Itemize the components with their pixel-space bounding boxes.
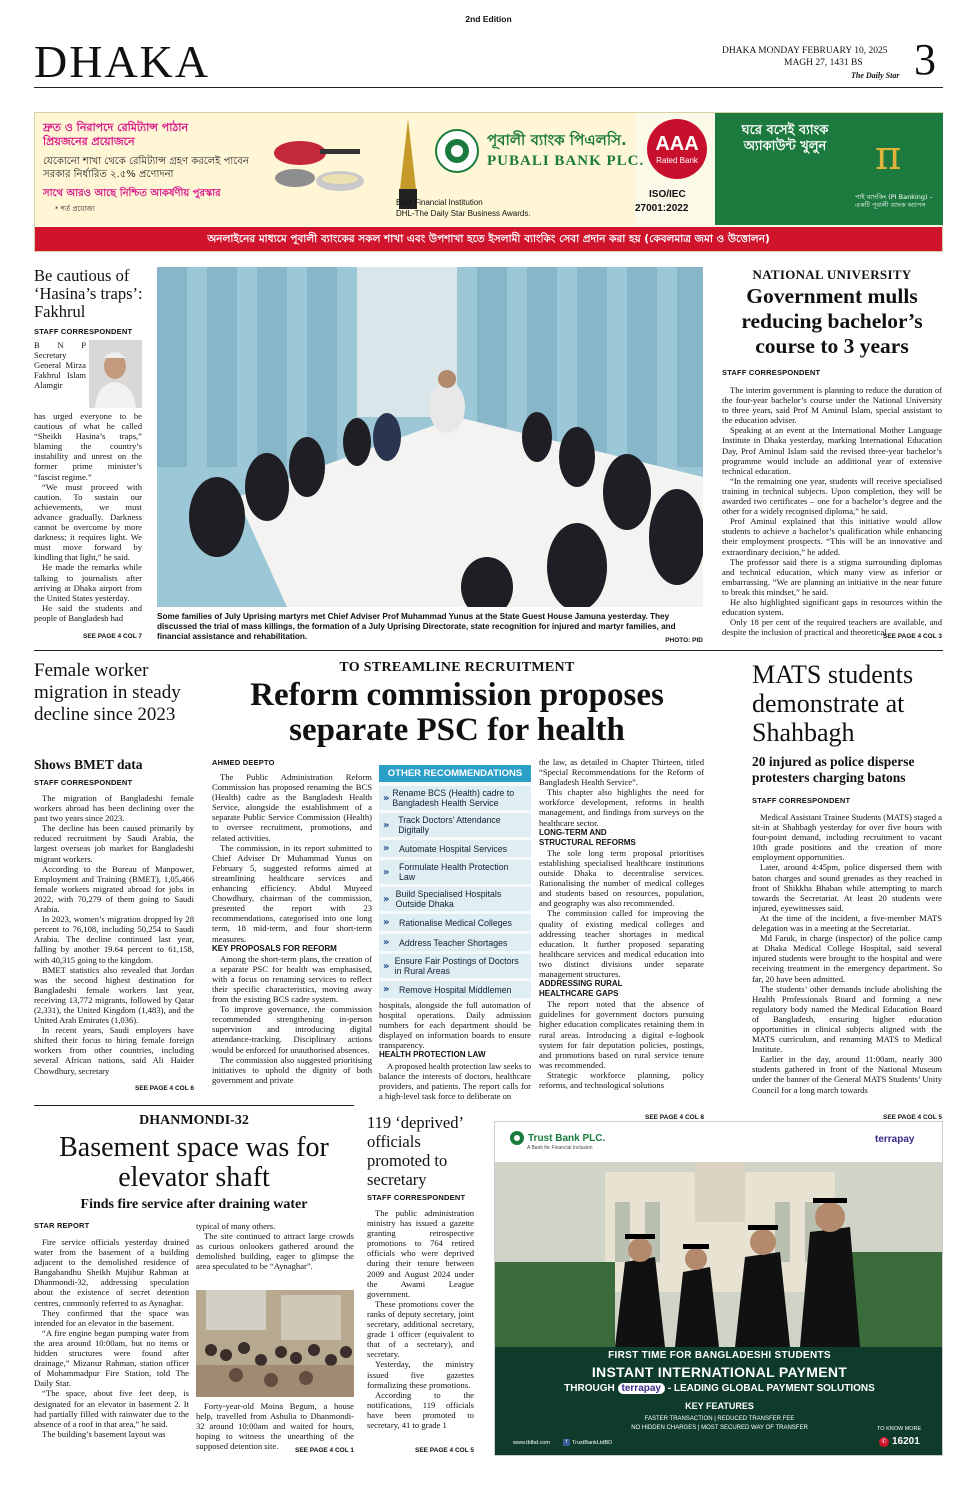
officials-p4: According to the notifications, 119 officials have been promoted to secretary, 41 to grade 1 <box>367 1389 474 1430</box>
psc-c3p3: The sole long term proposal prioritises establishing specialised healthcare institutions outside Dhaka to decentralise services. Rationalising the number of medical colleges and students based on resources, population, and geography was also recommended. <box>539 847 704 909</box>
recommendation-item <box>379 954 531 978</box>
psc-c1p5: The commission also suggested prioritising initiatives to uphold the dignity of both government and private <box>212 1054 372 1085</box>
trust-bank-name: Trust Bank PLC. <box>528 1132 606 1144</box>
psc-c1p3: Among the short-term plans, the creation of a separate PSC for health was emphasised, with a focus on renaming services to reflect their specific characteristics, moving away from the existing BCS cadre system. <box>212 953 372 1005</box>
mats-p3: At the time of the incident, a five-member MATS delegation was in a meeting at the Secretariat. <box>752 912 942 934</box>
mats-subhead: 20 injured as police disperse protesters charging batons <box>752 754 915 785</box>
ad-terms: * শর্ত প্রযোজ্য <box>55 205 95 213</box>
cookware-illustration <box>260 123 380 203</box>
psc-c2p1: hospitals, alongside the full automation of hospital operations. Daily admission numbers for each department should be displayed on information boards to ensure transparency. <box>379 1000 531 1051</box>
ad-headline: দ্রুত ও নিরাপদে রেমিট্যান্স পাঠান প্রিয়জনের প্রয়োজনে <box>43 121 189 148</box>
basement-p4: “The space, about five feet deep, is designated for an elevator in basement 2. It had partially filled with rainwater due to the absence of a roof in that area,” he said. <box>34 1388 189 1429</box>
recommendation-text: Track Doctors’ Attendance Digitally <box>398 815 501 835</box>
mats-headline: MATS students demonstrate at Shahbagh <box>752 660 914 747</box>
graduates-photo <box>495 1162 943 1347</box>
basement-col1 <box>34 1237 189 1439</box>
chevron-right-icon: » <box>383 843 390 854</box>
award-line1: Best Financial Institution <box>396 198 483 207</box>
ad-bottom-banner: অনলাইনের মাধ্যমে পূবালী ব্যাংকের সকল শাখা এবং উপশাখা হতে ইসলামী ব্যাংকিং সেবা প্রদান করা হয় (কেবলমাত্র জমা ও উত্তোলন) <box>35 227 942 251</box>
key-features-title: KEY FEATURES <box>685 1401 754 1411</box>
paper-name: The Daily Star <box>851 71 900 80</box>
aaa-sub: Rated Bank <box>656 156 698 165</box>
female-p5: BMET statistics also revealed that Jordan was the second highest destination for Bangladeshi female workers last year, receiving 13,772 migrants, followed by Qatar (2,331), the United Kingdom (1,483), and the United Arab Emirates (1,036). <box>34 964 194 1026</box>
nu-byline: STAFF CORRESPONDENT <box>722 368 821 377</box>
basement-c2p3: Forty-year-old Moina Begum, a house help, travelled from Ashulia to Dhanmondi-32 around 10:00am and waited for hours, hoping to witness the unearthing of the supposed detention site. <box>196 1401 354 1452</box>
recommendation-item <box>379 981 531 998</box>
basement-col2-top <box>196 1221 354 1271</box>
mats-body <box>752 812 942 1095</box>
ad-right-sub: পাই ব্যাংকিং (PI Banking) – একটি পূবালী ব্যাংক অ্যাপস <box>855 193 933 209</box>
fakhrul-body <box>34 411 142 623</box>
pi-logo: π <box>875 133 902 179</box>
basement-col2-bottom <box>196 1401 354 1451</box>
basement-p5: The building’s basement layout was <box>42 1428 166 1439</box>
fakhrul-headline: Be cautious of ‘Hasina’s traps’: Fakhrul <box>34 266 143 321</box>
nu-see-page[interactable]: SEE PAGE 4 COL 3 <box>882 633 942 640</box>
main-photo <box>157 267 703 607</box>
ad-social[interactable] <box>563 1439 612 1446</box>
officials-body <box>367 1208 474 1430</box>
main-photo-credit: PHOTO: PID <box>665 637 703 644</box>
psc-c2-heading: HEALTH PROTECTION LAW <box>379 1050 486 1060</box>
page-number: 3 <box>914 35 936 84</box>
officials-p3: Yesterday, the ministry issued five gazettes formalizing these promotions. <box>367 1359 474 1390</box>
recommendation-text: Formulate Health Protection Law <box>398 862 509 882</box>
recommendation-text: Address Teacher Shortages <box>399 937 508 948</box>
fakhrul-p1: has urged everyone to be cautious of what he called “Sheikh Hasina’s traps,” blaming the country’s instability and unrest on the former prime minister’s “fascist regime.” <box>34 411 142 482</box>
trust-bank-logo <box>509 1130 605 1146</box>
hotline-number: 16201 <box>892 1436 920 1447</box>
basement-c2p2: The site continued to attract large crowds as curious onlookers gathered around the demolished building, eager to glimpse the area speculated to be “Aynaghar”. <box>196 1231 354 1272</box>
psc-c1p1: The Public Administration Reform Commission has proposed renaming the BCS (Health) cadre as the Bangladesh Health Service, alongside the establishment of a separate Public Service Commission (Health) to oversee recruitment, promotions, and related activities. <box>212 772 372 843</box>
ad-know-more: TO KNOW MORE <box>877 1426 922 1432</box>
psc-c3-heading4: HEALTHCARE GAPS <box>539 989 619 999</box>
nu-p7: Only 18 per cent of the required teachers are available, and despite the inclusion of practical and theoretical <box>722 617 942 638</box>
ad-social-handle: TrustBankLtdBD <box>572 1439 613 1446</box>
award-line2: DHL-The Daily Star Business Awards. <box>396 209 531 218</box>
chevron-right-icon: » <box>383 917 390 928</box>
aaa-rating: AAA <box>655 133 699 155</box>
psc-c1-heading: KEY PROPOSALS FOR REFORM <box>212 943 337 953</box>
ad-website[interactable]: www.tblbd.com <box>513 1440 550 1446</box>
masthead-rule <box>34 87 943 88</box>
ad-line3-terrapay: terrapay <box>618 1383 665 1394</box>
female-p4: In 2023, women’s migration dropped by 28 percent to 76,108, including 50,254 to Saudi Arabia. The decline continued last year, falling by another 19.64 percent to 61,158, with 40,315 going to the kingdom. <box>34 914 194 965</box>
mats-p5: The students’ other demands include abolishing the Health Professionals Board and forming a new regulatory body named the Medical Education Board of Bangladesh, ensuring higher education opportunities in clinical subjects aligned with the MATS curriculum, and renaming MATS to Medical Institute. <box>752 983 942 1055</box>
chevron-right-icon: » <box>383 792 390 804</box>
female-see-page[interactable]: SEE PAGE 4 COL 6 <box>134 1085 194 1092</box>
fakhrul-lead: B N P Secretary General Mirza Fakhrul Islam Alamgir <box>34 340 86 391</box>
basement-byline: STAR REPORT <box>34 1221 90 1230</box>
mats-p2: Later, around 4:45pm, police dispersed them with baton charges and sound grenades as they reached in front of Shikkha Bhaban while attempting to march towards the Secretariat. At least 20 students were injured, eyewitnesses said. <box>752 862 942 913</box>
ad-line3-a: THROUGH <box>564 1383 615 1394</box>
recommendation-text: Remove Hospital Middlemen <box>399 984 512 995</box>
basement-p1: Fire service officials yesterday drained water from the basement of a building adjacent to the demolished residence of Bangabandhu Sheikh Mujibur Rahman at Dhanmondi-32, addressing speculation about the existence of secret detention centres, commonly referred to as Aynaghar. <box>34 1237 189 1308</box>
chevron-right-icon: » <box>383 893 390 905</box>
ad-line3 <box>495 1383 943 1394</box>
aaa-badge <box>647 119 707 179</box>
recommendation-text: Build Specialised Hospitals Outside Dhaka <box>395 889 502 909</box>
officials-see-page[interactable]: SEE PAGE 4 COL 5 <box>414 1447 474 1454</box>
psc-c3p1: the law, as detailed in Chapter Thirteen, titled “Special Recommendations for the Reform of Bangladesh Health Service”. <box>539 757 704 788</box>
recommendation-text: Ensure Fair Postings of Doctors in Rural Areas <box>394 956 519 976</box>
ad-line3-c: - LEADING GLOBAL PAYMENT SOLUTIONS <box>667 1383 875 1394</box>
hotline[interactable] <box>879 1436 920 1447</box>
nu-p4: Prof Aminul explained that this initiative would allow students to achieve a bachelor’s qualification while enhancing their employment prospects. “This will be an innovative and extraordinary decision,” he added. <box>722 516 942 557</box>
officials-byline: STAFF CORRESPONDENT <box>367 1193 466 1202</box>
female-headline: Female worker migration in steady decline since 2023 <box>34 660 181 725</box>
mats-p4: Md Faruk, in charge (inspector) of the police camp at Dhaka Medical College Hospital, said several injured students were brought to the hospital and were receiving treatment in the emergency department. So far, 20 have been admitted. <box>752 933 942 984</box>
psc-c3p4: The commission called for improving the quality of existing medical colleges and addressing teacher shortages in medical education. It further proposed separating healthcare services and medical education into two distinct divisions under separate management structures. <box>539 908 704 979</box>
fakhrul-p2: “We must proceed with caution. To sustain our achievements, we must advance gradually. Darkness cannot be overcome by more darkness; it requires light. We must move forward by kindling that light,” he said. <box>34 481 142 563</box>
psc-col1 <box>212 772 372 1085</box>
recommendation-item <box>379 934 531 951</box>
psc-col2 <box>379 1000 531 1101</box>
female-p6: In recent years, Saudi employers have shifted their focus to hiring female foreign workers from other countries, including several African nations, said Ali Haider Chowdhury, secretary <box>34 1025 194 1076</box>
ad-right-headline: ঘরে বসেই ব্যাংক অ্যাকাউন্ট খুলুন <box>741 123 829 154</box>
bangla-date: MAGH 27, 1431 BS <box>784 58 863 68</box>
female-body <box>34 793 194 1076</box>
nu-p3: “In the remaining one year, students will receive specialised training in technical subjects. Upon completion, they will be awarded two certificates – one for a bachelor’s degree and the other for a widely recognised diploma,” he said. <box>722 475 942 517</box>
recommendation-text: Rationalise Medical Colleges <box>399 917 512 928</box>
nu-p5: The professor said there is a stigma surrounding diplomas and technical education, which many view as inferior or embarrassing. “We are planning an initiative in the near future to break this mindset,” he said. <box>722 556 942 597</box>
chevron-right-icon: » <box>383 866 390 878</box>
mats-p6: Earlier in the day, around 11:00am, nearly 300 students gathered in front of the National Museum under the banner of the General MATS Students’ Unity Council for a long march towards <box>752 1054 942 1095</box>
basement-c2p1: typical of many others. <box>196 1221 276 1231</box>
iso-label: ISO/IEC <box>649 189 686 200</box>
edition-label: 2nd Edition <box>465 14 512 24</box>
basement-p2: They confirmed that the space was intended for an elevator in the basement. <box>34 1307 189 1328</box>
mats-see-page[interactable]: SEE PAGE 4 COL 5 <box>882 1114 942 1121</box>
rec-box-title: OTHER RECOMMENDATIONS <box>379 765 531 782</box>
facebook-icon: f <box>563 1439 570 1446</box>
date-line: DHAKA MONDAY FEBRUARY 10, 2025 <box>722 46 888 56</box>
mats-p1: Medical Assistant Trainee Students (MATS) staged a sit-in at Shahbagh yesterday for over five hours with four-point demand, including recruitment to vacant 10th grade positions and the creation of more employment opportunities. <box>752 812 942 863</box>
nu-kicker: NATIONAL UNIVERSITY <box>752 267 912 282</box>
chevron-right-icon: » <box>383 937 390 948</box>
officials-p1: The public administration ministry has issued a gazette granting retrospective promotions to 764 retired officials who were deprived during their tenure between 2009 and August 2024 under the Awami League government. <box>367 1208 474 1299</box>
chevron-right-icon: » <box>383 819 390 831</box>
basement-subhead: Finds fire service after draining water <box>80 1197 308 1212</box>
psc-c3p5: The report noted that the absence of guidelines for government doctors pursuing higher education complicates retaining them in rural areas. Introducing a digital e-logbook system for fair deputation policies, postings, and promotions based on rural service tenure was recommended. <box>539 999 704 1070</box>
basement-kicker: DHANMONDI-32 <box>139 1113 249 1128</box>
ad-prize: সাথে আরও আছে নিশ্চিত আকর্ষণীয় পুরস্কার <box>43 188 221 199</box>
section-title: DHAKA <box>34 36 211 87</box>
section-rule-1 <box>34 650 943 651</box>
psc-c3-heading3: ADDRESSING RURAL <box>539 979 623 989</box>
feature-line2: NO HIDDEN CHARGES | MOST SECURED WAY OF TRANSFER <box>631 1425 808 1431</box>
ad-incentive: যেকোনো শাখা থেকে রেমিট্যান্স গ্রহণ করলেই পাবেন সরকার নির্ধারিত ২.৫% প্রণোদনা <box>43 156 249 180</box>
psc-c3p2: This chapter also highlights the need for workforce development, reforms in health management, and findings from surveys on the healthcare sector. <box>539 787 704 828</box>
rec-list <box>379 786 531 998</box>
recommendation-text: Automate Hospital Services <box>399 843 508 854</box>
terrapay-logo: terrapay <box>875 1134 915 1145</box>
officials-p2: These promotions cover the ranks of deputy secretary, joint secretary, additional secretary, grade 1 officer (equivalent to that of a secretary), and secretary. <box>367 1298 474 1360</box>
psc-headline: Reform commission proposes separate PSC for health <box>250 677 664 748</box>
psc-c3-heading2: STRUCTURAL REFORMS <box>539 837 636 847</box>
recommendation-item <box>379 786 531 810</box>
psc-c3p6: Strategic workforce planning, policy reforms, and technological solutions <box>539 1069 704 1090</box>
basement-photo <box>196 1290 354 1397</box>
nu-p2: Speaking at an event at the International Mother Language Institute in Dhaka yesterday, marking International Education Day, Prof Aminul Islam said the revised three-year bachelor’s programme would include an additional year of extensive technical education. <box>722 425 942 476</box>
iso-number: 27001:2022 <box>635 203 689 214</box>
basement-headline: Basement space was for elevator shaft <box>59 1132 329 1193</box>
phone-icon: ✆ <box>879 1437 889 1447</box>
basement-see-page[interactable]: SEE PAGE 4 COL 1 <box>294 1447 354 1454</box>
female-p2: The decline has been caused primarily by reduced recruitment by Saudi Arabia, the largest overseas job market for Bangladeshi migrant workers. <box>34 823 194 864</box>
chevron-right-icon: » <box>383 984 390 995</box>
bank-name-bn: পূবালী ব্যাংক পিএলসি. <box>487 131 627 149</box>
psc-col3 <box>539 757 704 1090</box>
recommendation-item <box>379 887 531 911</box>
psc-see-page[interactable]: SEE PAGE 4 COL 8 <box>644 1114 704 1121</box>
fakhrul-p4: He said the students and people of Bangladesh had <box>34 602 142 623</box>
section-rule-2 <box>34 1105 354 1106</box>
ad-line2: INSTANT INTERNATIONAL PAYMENT <box>591 1364 848 1380</box>
trust-tagline: A Bank for Financial Inclusion <box>527 1145 593 1151</box>
feature-line1: FASTER TRANSACTION | REDUCED TRANSFER FEE <box>644 1416 795 1422</box>
recommendation-item <box>379 813 531 837</box>
female-p1: The migration of Bangladeshi female workers abroad has been declining over the past two years since 2023. <box>34 793 194 824</box>
recommendations-box <box>379 765 531 1001</box>
female-p3: According to the Bureau of Manpower, Employment and Training (BMET), 1,05,466 female workers migrated abroad for jobs in 2022, with 70,279 of them going to Saudi Arabia. <box>34 863 194 915</box>
psc-c3-heading1: LONG-TERM AND <box>539 827 607 837</box>
nu-body <box>722 385 942 637</box>
psc-c1p2: The commission, in its report submitted to Chief Adviser Dr Muhammad Yunus on February 5, suggested reforms aimed at streamlining healthcare services and enhancing efficiency. Abdul Muyeed Chowdhury, chairman of the commission, presented the report with 23 recommendations, categorised into one long term, 18 mid-term, and four short-term measures. <box>212 842 372 944</box>
recommendation-item <box>379 914 531 931</box>
fakhrul-see-page[interactable]: SEE PAGE 4 COL 7 <box>82 633 142 640</box>
ad-line1: FIRST TIME FOR BANGLADESHI STUDENTS <box>608 1350 831 1361</box>
nu-headline: Government mulls reducing bachelor’s course to 3 years <box>741 284 923 358</box>
mats-byline: STAFF CORRESPONDENT <box>752 796 851 805</box>
recommendation-item <box>379 840 531 857</box>
trust-bank-ad[interactable] <box>494 1121 943 1456</box>
nu-p1: The interim government is planning to reduce the duration of the four-year bachelor’s course under the National University to three years, said Prof M Aminul Islam, special assistant to the education adviser. <box>722 385 942 426</box>
fakhrul-photo <box>89 340 142 408</box>
basement-p3: “A fire engine began pumping water from the area around 10:00am, but no items or hidden structures were found after drainage,” Mizanur Rahman, station officer of Mohammadpur Fire Station, told The Daily Star. <box>34 1327 189 1389</box>
psc-byline: AHMED DEEPTO <box>212 758 275 767</box>
fakhrul-p3: He made the remarks while talking to journalists after arriving at Dhaka airport from the United States yesterday. <box>34 562 142 603</box>
pubali-logo <box>435 129 479 173</box>
recommendation-item <box>379 860 531 884</box>
psc-c1p4: To improve governance, the commission recommended strengthening in-person supervision and introducing digital attendance-tracking. Disciplinary actions would be enforced for unauthorised absences. <box>212 1004 372 1055</box>
fakhrul-byline: STAFF CORRESPONDENT <box>34 327 133 336</box>
recommendation-text: Rename BCS (Health) cadre to Bangladesh Health Service <box>392 788 515 808</box>
pubali-ad[interactable] <box>34 112 943 252</box>
nu-p6: He also highlighted significant gaps in resources within the education system. <box>722 596 942 618</box>
psc-kicker: TO STREAMLINE RECRUITMENT <box>339 660 575 675</box>
psc-c2p2: A proposed health protection law seeks to balance the interests of doctors, healthcare providers, and patients. The report calls for a high-level task force to deliberate on <box>379 1060 531 1101</box>
chevron-right-icon: » <box>383 960 390 972</box>
female-byline: STAFF CORRESPONDENT <box>34 778 133 787</box>
officials-headline: 119 ‘deprived’ officials promoted to secretary <box>367 1113 463 1189</box>
bank-name-en: PUBALI BANK PLC. <box>487 153 645 169</box>
main-photo-caption: Some families of July Uprising martyrs met Chief Adviser Prof Muhammad Yunus at the State Guest House Jamuna yesterday. They discussed the trial of mass killings, the formation of a July Uprising Directorate, state recognition for injured and martyr families, and financial assistance and rehabilitation. <box>157 612 676 641</box>
female-subhead: Shows BMET data <box>34 757 143 772</box>
